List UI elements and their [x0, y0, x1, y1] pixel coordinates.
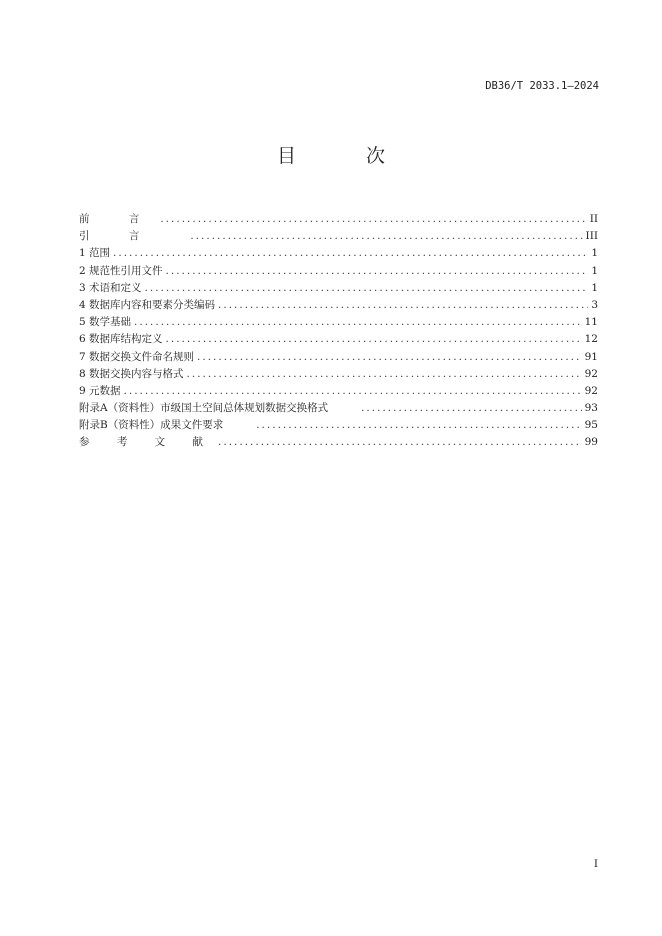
toc-entry-label: 1 范围: [79, 247, 111, 260]
page-number: I: [593, 858, 598, 870]
toc-entry-label: 2 规范性引用文件: [79, 264, 163, 277]
toc-entry-page: 92: [584, 367, 598, 380]
toc-entry-file-naming[interactable]: [79, 349, 598, 366]
toc-entry-terms-definitions[interactable]: [79, 280, 598, 297]
toc-entry-label: 6 数据库结构定义: [79, 333, 163, 346]
toc-dot-leader: [218, 436, 582, 448]
toc-entry-label: 4 数据库内容和要素分类编码: [79, 298, 216, 311]
toc-entry-page: 3: [591, 298, 598, 311]
toc-dot-leader: [256, 419, 581, 431]
toc-entry-appendix-a[interactable]: [79, 400, 598, 417]
toc-dot-leader: [145, 282, 589, 294]
toc-dot-leader: [361, 402, 582, 414]
toc-entry-label: 3 术语和定义: [79, 281, 142, 294]
toc-entry-label: 前 言: [79, 213, 158, 225]
toc-entry-foreword[interactable]: [79, 211, 598, 228]
toc-entry-math-basis[interactable]: [79, 314, 598, 331]
toc-entry-label: 附录A（资料性）市级国土空间总体规划数据交换格式: [79, 402, 329, 415]
toc-entry-label: 引 言: [79, 230, 158, 243]
toc-entry-page: 93: [584, 402, 598, 415]
toc-dot-leader: [166, 333, 582, 345]
toc-entry-bibliography[interactable]: [79, 434, 598, 451]
toc-dot-leader: [187, 368, 582, 380]
toc-dot-leader: [166, 265, 589, 277]
toc-dot-leader: [160, 213, 586, 225]
toc-entry-page: 95: [584, 419, 598, 432]
toc-dot-leader: [218, 299, 588, 311]
toc-entry-page: 91: [584, 350, 598, 363]
toc-dot-leader: [197, 351, 582, 363]
toc-entry-page: 1: [591, 281, 598, 294]
toc-entry-page: 12: [584, 333, 598, 346]
toc-entry-label: 附录B（资料性）成果文件要求: [79, 419, 224, 432]
toc-dot-leader: [134, 316, 582, 328]
toc-entry-page: III: [585, 230, 598, 243]
toc-entry-database-structure[interactable]: [79, 331, 598, 348]
toc-entry-database-content[interactable]: [79, 297, 598, 314]
toc-entry-normative-references[interactable]: [79, 263, 598, 280]
toc-entry-exchange-format[interactable]: [79, 366, 598, 383]
toc-entry-label: 8 数据交换内容与格式: [79, 367, 184, 380]
toc-dot-leader: [113, 247, 588, 259]
toc-entry-page: 1: [591, 264, 598, 277]
toc-dot-leader: [190, 230, 582, 242]
toc-entry-introduction[interactable]: [79, 228, 598, 245]
toc-entry-label: 9 元数据: [79, 384, 121, 397]
toc-entry-page: 11: [584, 316, 598, 329]
table-of-contents: [79, 211, 598, 452]
toc-entry-label: 7 数据交换文件命名规则: [79, 350, 195, 363]
toc-entry-page: II: [589, 213, 598, 225]
toc-entry-metadata[interactable]: [79, 383, 598, 400]
toc-entry-page: 1: [591, 247, 598, 260]
toc-entry-appendix-b[interactable]: [79, 417, 598, 434]
toc-entry-scope[interactable]: [79, 245, 598, 262]
toc-entry-page: 92: [584, 384, 598, 397]
toc-entry-page: 99: [584, 436, 598, 449]
document-code: DB36/T 2033.1—2024: [485, 80, 599, 92]
page-title: 目 次: [276, 145, 418, 167]
toc-dot-leader: [124, 385, 582, 397]
toc-entry-label: 5 数学基础: [79, 316, 132, 329]
toc-entry-label: 参 考 文 献: [79, 436, 216, 449]
